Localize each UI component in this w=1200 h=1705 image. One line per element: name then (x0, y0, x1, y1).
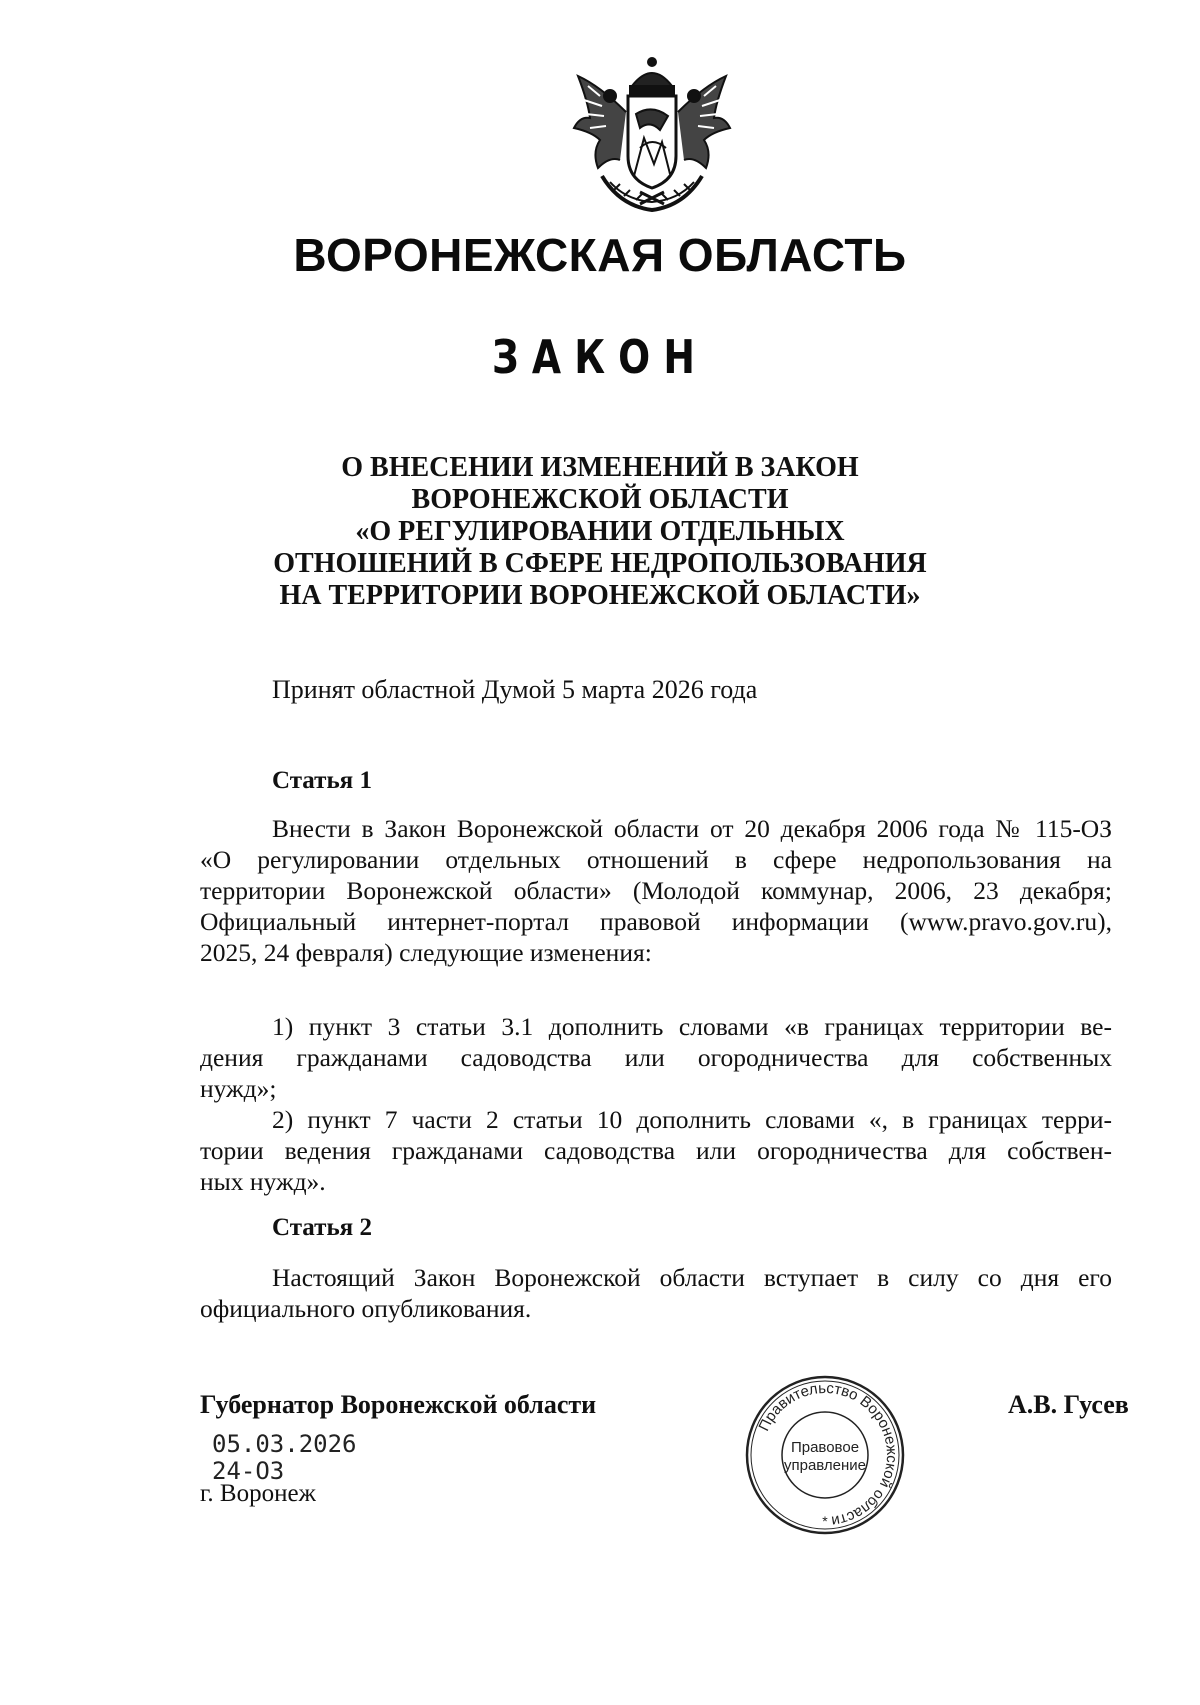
subject-line: О ВНЕСЕНИИ ИЗМЕНЕНИЙ В ЗАКОН (341, 452, 859, 483)
article-2-text (200, 1262, 1112, 1324)
subject-line: «О РЕГУЛИРОВАНИИ ОТДЕЛЬНЫХ (355, 516, 845, 547)
article-1-heading: Статья 1 (272, 767, 372, 794)
stamp-center-line: управление (783, 1457, 867, 1474)
official-stamp (744, 1374, 906, 1536)
text-line: 2) пункт 7 части 2 статьи 10 дополнить словами «, в границах терри- (272, 1105, 1112, 1134)
coat-of-arms-emblem (570, 56, 735, 214)
stamp-ring-text: Правительство Воронежской области (755, 1379, 901, 1530)
law-subject-title (0, 452, 1200, 612)
signing-city: г. Воронеж (200, 1480, 316, 1507)
text-line: нужд»; (200, 1074, 277, 1103)
text-line: территории Воронежской области» (Молодой коммунар, 2006, 23 декабря; (200, 876, 1112, 905)
article-1-intro (200, 813, 1112, 968)
signatory-position: Губернатор Воронежской области (200, 1390, 597, 1419)
adoption-date: Принят областной Думой 5 марта 2026 года (272, 675, 758, 704)
text-line: 2025, 24 февраля) следующие изменения: (200, 938, 652, 967)
text-line: тории ведения гражданами садоводства или огородничества для собствен- (200, 1136, 1112, 1165)
stamp-star: * (822, 1513, 828, 1529)
registration-number: 24-ОЗ (212, 1457, 285, 1485)
text-line: 1) пункт 3 статьи 3.1 дополнить словами «в границах территории ве- (272, 1012, 1112, 1041)
text-line: Настоящий Закон Воронежской области вступает в силу со дня его (272, 1263, 1112, 1292)
text-line: официального опубликования. (200, 1294, 532, 1323)
stamp-center-line: Правовое (790, 1439, 860, 1456)
document-type-title: ЗАКОН (491, 330, 709, 384)
text-line: Официальный интернет-портал правовой информации (www.pravo.gov.ru), (200, 907, 1112, 936)
text-line: дения гражданами садоводства или огородничества для собственных (200, 1043, 1112, 1072)
subject-line: ВОРОНЕЖСКОЙ ОБЛАСТИ (411, 484, 789, 515)
region-title: ВОРОНЕЖСКАЯ ОБЛАСТЬ (293, 229, 907, 281)
registration-date: 05.03.2026 (212, 1430, 357, 1458)
text-line: Внести в Закон Воронежской области от 20 декабря 2006 года № 115-ОЗ (272, 814, 1112, 843)
signatory-name: А.В. Гусев (1008, 1390, 1129, 1419)
article-1-item-1 (200, 1011, 1112, 1104)
article-1-item-2 (200, 1104, 1112, 1197)
subject-line: НА ТЕРРИТОРИИ ВОРОНЕЖСКОЙ ОБЛАСТИ» (279, 580, 921, 611)
text-line: «О регулировании отдельных отношений в сфере недропользования на (200, 845, 1112, 874)
article-2-heading: Статья 2 (272, 1214, 372, 1241)
text-line: ных нужд». (200, 1167, 326, 1196)
subject-line: ОТНОШЕНИЙ В СФЕРЕ НЕДРОПОЛЬЗОВАНИЯ (273, 548, 927, 579)
